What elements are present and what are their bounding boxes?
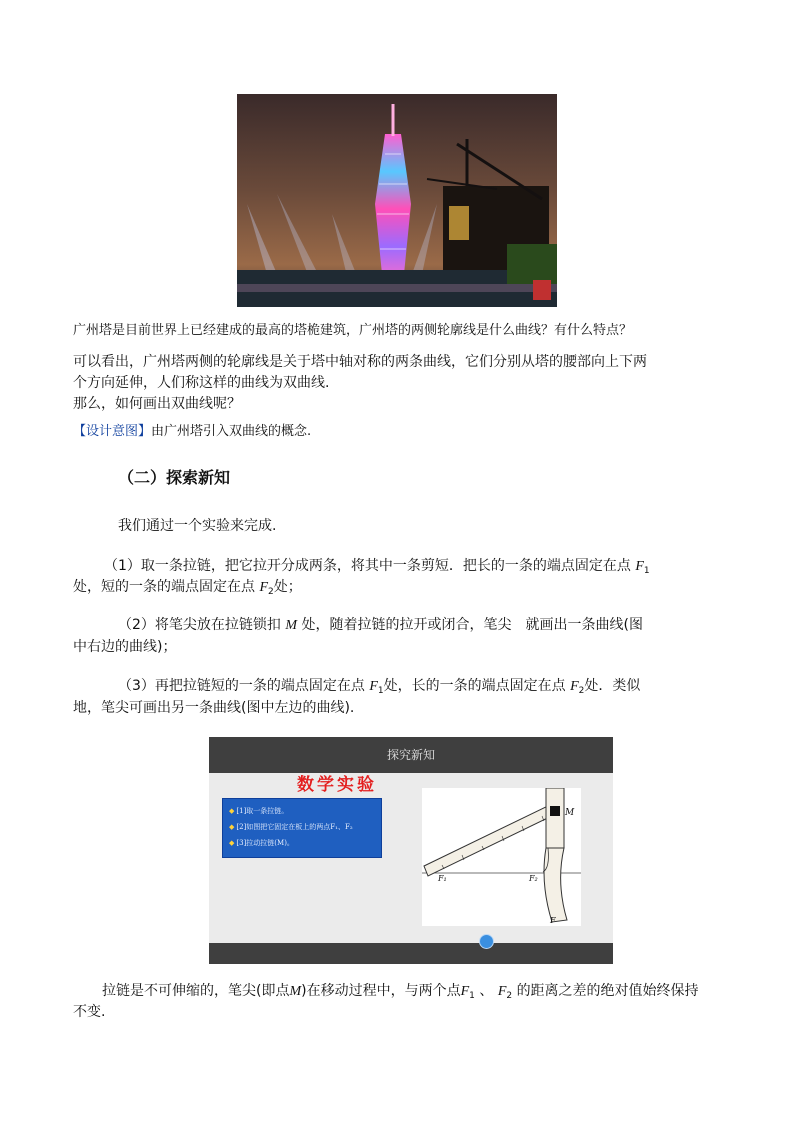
step1-text: （1）取一条拉链，把它拉开分成两条，将其中一条剪短．把长的一条的端点固定在点 <box>104 558 631 574</box>
answer-line-1: 可以看出，广州塔两侧的轮廓线是关于塔中轴对称的两条曲线，它们分别从塔的腰部向上下两 <box>73 354 647 370</box>
step3-var-f1: F <box>369 679 378 694</box>
zipper-figure <box>422 788 581 926</box>
conclusion-line2: 不变. <box>73 1004 106 1020</box>
canton-tower-photo <box>237 94 557 307</box>
conclusion-var-m: M <box>289 984 302 999</box>
slide-screenshot <box>209 737 613 964</box>
label-f: F <box>550 916 556 925</box>
step2-text-1a: （2）将笔尖放在拉链锁扣 <box>118 617 281 633</box>
step1-line2 <box>73 577 302 603</box>
step3-line2: 地，笔尖可画出另一条曲线(图中左边的曲线). <box>73 700 355 716</box>
label-m: M <box>565 808 575 818</box>
slide-step-text: [2]如图把它固定在板上的两点F₁、F₂ <box>236 823 353 831</box>
slide-step-item <box>229 803 375 819</box>
slide-nav-button[interactable] <box>479 934 494 949</box>
step1-var-f2: F <box>259 580 269 595</box>
conclusion-var-f1: F <box>460 984 470 999</box>
bullet-icon: ◆ <box>229 807 235 815</box>
step1-sub-f2: 2 <box>268 587 274 597</box>
tower-illustration <box>237 94 557 307</box>
bullet-icon: ◆ <box>229 823 235 831</box>
step3-sub-f2: 2 <box>578 686 585 696</box>
slide-title: 探究新知 <box>386 748 435 762</box>
conclusion-text-1b: )在移动过程中，与两个点 <box>301 983 461 999</box>
label-f1: F₁ <box>438 874 447 883</box>
slide-bottom-bar <box>209 943 613 964</box>
photo-caption: 广州塔是目前世界上已经建成的最高的塔桅建筑，广州塔的两侧轮廓线是什么曲线？有什么特点？ <box>73 323 633 338</box>
section-heading: （二）探索新知 <box>118 468 231 487</box>
step1-sub-f1: 1 <box>643 566 650 576</box>
step2-line2: 中右边的曲线)； <box>73 639 177 655</box>
slide-step-item <box>229 819 375 835</box>
zipper-diagram <box>422 788 581 926</box>
conclusion-text-1a: 拉链是不可伸缩的，笔尖(即点 <box>102 983 290 999</box>
question-line: 那么，如何画出双曲线呢？ <box>73 396 241 412</box>
step3-sub-f1: 1 <box>377 686 384 696</box>
slide-step-text: [3]拉动拉链(M)。 <box>236 839 294 847</box>
design-intent-tag: 【设计意图】 <box>73 424 152 439</box>
step1-text-2b: 处； <box>273 579 302 595</box>
step3-text-1b: 处，长的一条的端点固定在点 <box>383 678 566 694</box>
slide-step-text: [1]取一条拉链。 <box>236 807 289 815</box>
step3-text-1a: （3）再把拉链短的一条的端点固定在点 <box>118 678 365 694</box>
step1-var-f1: F <box>635 559 644 574</box>
conclusion-line1 <box>102 981 699 1007</box>
design-intent <box>73 421 311 442</box>
conclusion-var-f2: F <box>497 984 507 999</box>
step2-text-1b: 处，随着拉链的拉开或闭合，笔尖 就画出一条曲线(图 <box>301 617 643 633</box>
conclusion-sub-f1: 1 <box>469 991 475 1001</box>
slide-steps-box <box>222 798 382 858</box>
step3-text-1c: 处．类似 <box>584 678 641 694</box>
conclusion-sub-f2: 2 <box>506 991 513 1001</box>
answer-line-2: 个方向延伸，人们称这样的曲线为双曲线. <box>73 375 330 391</box>
bullet-icon: ◆ <box>229 839 235 847</box>
step3-var-f2: F <box>570 679 579 694</box>
design-intent-text: 由广州塔引入双曲线的概念. <box>151 424 312 439</box>
step1-text-2a: 处，短的一条的端点固定在点 <box>73 579 255 595</box>
label-f2: F₂ <box>529 874 538 883</box>
step2-line1 <box>118 615 643 636</box>
conclusion-text-1c: 的距离之差的绝对值始终保持 <box>516 983 699 999</box>
slide-heading: 数学实验 <box>297 775 377 795</box>
conclusion-sep: 、 <box>479 983 494 999</box>
experiment-intro: 我们通过一个实验来完成. <box>118 518 277 534</box>
slide-step-item <box>229 835 375 851</box>
step2-var-m: M <box>285 618 298 633</box>
